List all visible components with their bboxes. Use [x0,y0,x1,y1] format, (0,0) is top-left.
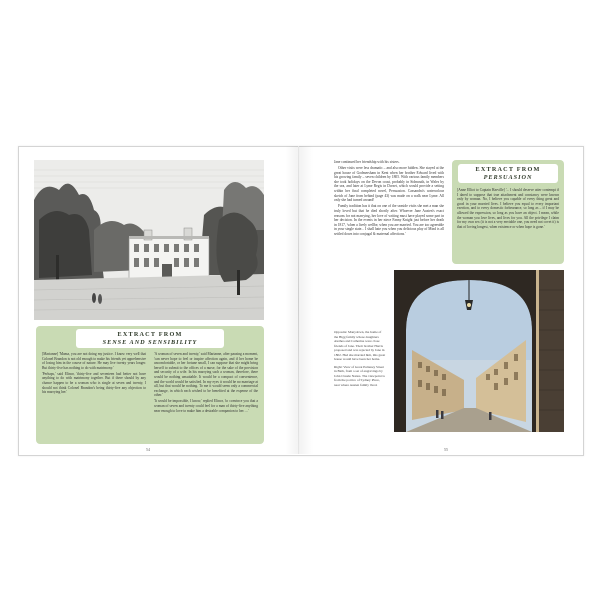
extract-text-col-2 [154,352,258,413]
extract-label: EXTRACT FROM [475,166,541,173]
caption-manydown: Opposite: Manydown, the home of the Bigg family whose daughters Alethea and Catherine were close friends of Jane. Their brother Harris proposed and was rejected by Jane in 1802. Had she married him, this great house would have been her home. [334,330,386,361]
extract-text-col-1 [42,352,146,396]
body-paragraph: Jane continued her friendship with his sisters. [334,160,400,164]
gutter-shadow [285,146,313,454]
extract-label: EXTRACT FROM [117,331,183,338]
extract-box-sense-and-sensibility [36,326,264,444]
page-number-right: 55 [444,447,448,452]
body-paragraph: Family tradition has it that on one of the seaside visits she met a man she truly loved but that he died shortly after. Whoever Jane Austen's exact reasons for not marrying, her love of writing must have played some part in her decision. In the events in her niece Fanny Knight just before her death in 1817, 'when a lively wellbe, when you are married. You are too agreeable in your single state... I shall hate you when you delicious play of Mind is all settled down into conjugal & maternal affections.' [334,204,444,236]
extract-header [458,164,558,183]
extract-paragraph: 'A woman of seven and twenty,' said Marianne, after pausing a moment, 'can never hope to feel or inspire affection again, and if her home be uncomfortable, or her fortune small, I can suppose that she might bring herself to submit to the offices of a nurse, for the sake of the provision and security of a wife. In his marrying such a woman, therefore, there would be nothing unsuitable. It would be a compact of convenience, and the world would be satisfied. In my eyes it would be no marriage at all, but that would be nothing. To me it would seem only a commercial exchange, in which each wished to be benefited at the expense of the other.' [154,352,258,398]
body-text-column [334,160,444,237]
great-pulteney-street-engraving [394,270,564,432]
page-number-left: 54 [146,447,150,452]
caption-column [334,330,386,387]
extract-paragraph: [Marianne] 'Mama, you are not doing my justice. I know very well that Colonel Brandon is not old enough to make his friends yet apprehensive of losing him in the course of nature. He may live twenty years longer. But thirty-five has nothing to do with matrimony.' [42,352,146,370]
extract-text: [Anne Elliot to Captain Harville] '... I should deserve utter contempt if I dared to suppose that true attachment and constancy were known only by woman. No, I believe you capable of every thing great and good in your married lives. I believe you equal to every important exertion, and to every domestic forbearance, so long as – if I may be allowed the expression, so long as you have an object. I mean, while the woman you love lives, and lives for you. All the privilege I claim for my own sex (it is not a very enviable one, you need not covet it) is that of loving longest, when existence or when hope is gone.' [457,188,559,229]
body-paragraph: Other visits were less dramatic – and also more hidden. She stayed at the great house of Godmersham in Kent when her brother Edward lived with his growing family – seven children by 1805. With various family members she took holidays on the Devon coast, probably in Sidmouth, in Wales by the sea, and later at Lyme Regis in Dorset, which would provide a setting within her final completed novel, Persuasion. Cassandra's watercolour sketch of Jane from behind (page 43) was made on a walk near Lyme. All only she had turned around! [334,166,444,203]
book-gutter [298,146,299,454]
extract-paragraph: 'It would be impossible, I know,' replied Elinor, 'to convince you that a woman of seven and twenty could feel for a man of thirty-five anything near enough to love to make him a desirable companion to her. ...' [154,399,258,413]
extract-title: PERSUASION [483,174,533,181]
extract-title: SENSE AND SENSIBILITY [102,339,198,346]
extract-header [76,329,224,348]
caption-pulteney-street: Right: View of Great Pulteney Street in Bath, from a set of engravings by John Claude Nattes. The viewpoint is from the portico of Sydney Place, near where Austen family lived. [334,364,385,387]
extract-box-persuasion [452,160,564,264]
manydown-engraving [34,160,264,320]
extract-paragraph: 'Perhaps,' said Elinor, 'thirty-five and seventeen had better not have anything to do with matrimony together. But if there should by any chance happen to be a woman who is single at seven and twenty, I should not think Colonel Brandon's being thirty-five any objection to his marrying her.' [42,371,146,395]
